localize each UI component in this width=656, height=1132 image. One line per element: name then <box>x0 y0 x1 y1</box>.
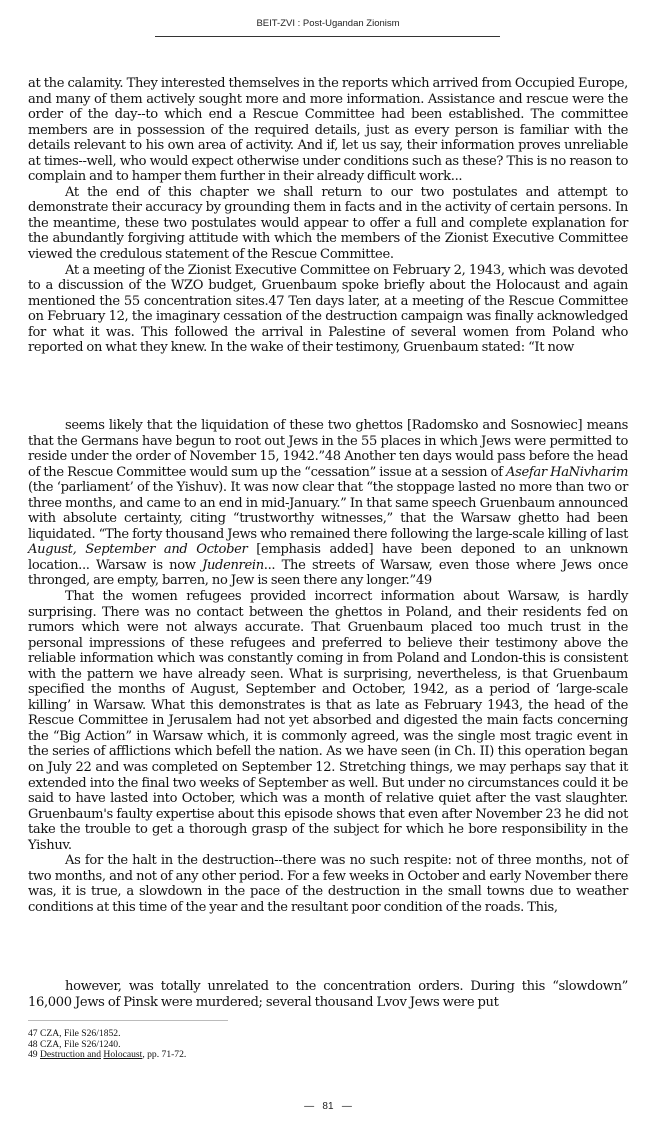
running-header: BEIT-ZVI : Post-Ugandan Zionism <box>256 18 400 29</box>
text-block-middle <box>28 418 628 916</box>
italic-term: Asefar HaNivharim <box>506 464 629 480</box>
footnote-number: 47 <box>28 1028 38 1039</box>
text-run: [emphasis added] have been deponed to an unknown location... Warsaw is now <box>28 542 628 573</box>
paragraph-quote <box>28 418 628 589</box>
header-rule <box>155 36 500 37</box>
paragraph-continued: at the calamity. They interested themselves in the reports which arrived from Occupied Europe, and many of them actively sought more and more information. Assistance and rescue were the order of the day--to which end a Rescue Committee had been established. The committee members are in possession of the required details, just as every person is familiar with the details relevant to his own area of activity. And if, let us say, their information proves unreliable at times--well, who would expect otherwise under conditions such as these? This is no reason to complain and to hamper them further in their already difficult work... <box>28 76 628 185</box>
text-run: seems likely that the liquidation of these two ghettos [Radomsko and Sosnowiec] means that the Germans have begun to root out Jews in the 55 places in which Jews were permitted to reside under the order of November 15, 1942.”48 Another ten days would pass before the head of the Rescue Committee would sum up the “cessation” issue at a session of <box>28 418 628 480</box>
paragraph: however, was totally unrelated to the concentration orders. During this “slowdown” 16,000 Jews of Pinsk were murdered; several thousand Lvov Jews were put <box>28 979 628 1010</box>
italic-emphasis: August, September and October <box>28 542 248 558</box>
book-title: Holocaust <box>103 1049 143 1061</box>
footnote-49 <box>28 1050 428 1061</box>
paragraph: That the women refugees provided incorrect information about Warsaw, is hardly surprising. There was no contact between the ghettos in Poland, and their residents fed on rumors which were not always accurate. That Gruenbaum placed too much trust in the personal impressions of these refugees and preferred to believe their testimony above the reliable information which was constantly coming in from Poland and London-this is consistent with the pattern we have already seen. What is surprising, nevertheless, is that Gruenbaum specified the months of August, September and October, 1942, as a period of ‘large-scale killing’ in Warsaw. What this demonstrates is that as late as February 1943, the head of the Rescue Committee in Jerusalem had not yet absorbed and digested the main facts concerning the “Big Action” in Warsaw which, it is commonly agreed, was the single most tragic event in the series of afflictions which befell the nation. As we have seen (in Ch. II) this operation began on July 22 and was completed on September 12. Stretching things, we may perhaps say that it extended into the final two weeks of September as well. But under no circumstances could it be said to have lasted into October, which was a month of relative quiet after the vast slaughter. Gruenbaum's faulty expertise about this episode shows that even after November 23 he did not take the trouble to get a thorough grasp of the subject for which he bore responsibility in the Yishuv. <box>28 589 628 853</box>
page-number: — 81 — <box>304 1101 352 1112</box>
footnote-number: 48 <box>28 1038 38 1050</box>
text-run: ... The streets of Warsaw, even those where Jews once thronged, are empty, barren, no Jew is seen there any longer.”49 <box>28 557 628 589</box>
paragraph: As for the halt in the destruction--there was no such respite: not of three months, not of two months, and not of any other period. For a few weeks in October and early November there was, it is true, a slowdown in the pace of the destruction in the small towns due to weather conditions at this time of the year and the resultant poor condition of the roads. This, <box>28 853 628 915</box>
text-block-top <box>28 76 628 356</box>
paragraph: At a meeting of the Zionist Executive Committee on February 2, 1943, which was devoted to a discussion of the WZO budget, Gruenbaum spoke briefly about the Holocaust and again mentioned the 55 concentration sites.47 Ten days later, at a meeting of the Rescue Committee on February 12, the imaginary cessation of the destruction campaign was finally acknowledged for what it was. This followed the arrival in Palestine of several women from Poland who reported on what they knew. In the wake of their testimony, Gruenbaum stated: “It now <box>28 262 628 356</box>
footnotes <box>28 1029 428 1061</box>
paragraph: At the end of this chapter we shall return to our two postulates and attempt to demonstrate their accuracy by grounding them in facts and in the activity of certain persons. In the meantime, these two postulates would appear to offer a full and complete explanation for the abundantly forgiving attitude with which the members of the Zionist Executive Committee viewed the credulous statement of the Rescue Committee. <box>28 184 628 263</box>
footnote-text: CZA, File S26/1852. <box>37 1028 121 1039</box>
text-block-bottom <box>28 979 628 1010</box>
italic-term: Judenrein <box>202 557 264 573</box>
footnote-number: 49 <box>28 1049 38 1061</box>
text-run: (the ‘parliament’ of the Yishuv). It was now clear that “the stoppage lasted no more than two or three months, and came to an end in mid-January.” In that same speech Gruenbaum announced with absolute certainty, citing “trustworthy witnesses,” that the Warsaw ghetto had been liquidated. “The forty thousand Jews who remained there following the large-scale killing of last <box>28 480 628 542</box>
footnote-text: CZA, File S26/1240. <box>37 1038 121 1050</box>
footnote-text: , pp. 71-72. <box>142 1049 187 1061</box>
book-title: Destruction and <box>40 1049 102 1061</box>
footnote-separator <box>28 1020 228 1021</box>
